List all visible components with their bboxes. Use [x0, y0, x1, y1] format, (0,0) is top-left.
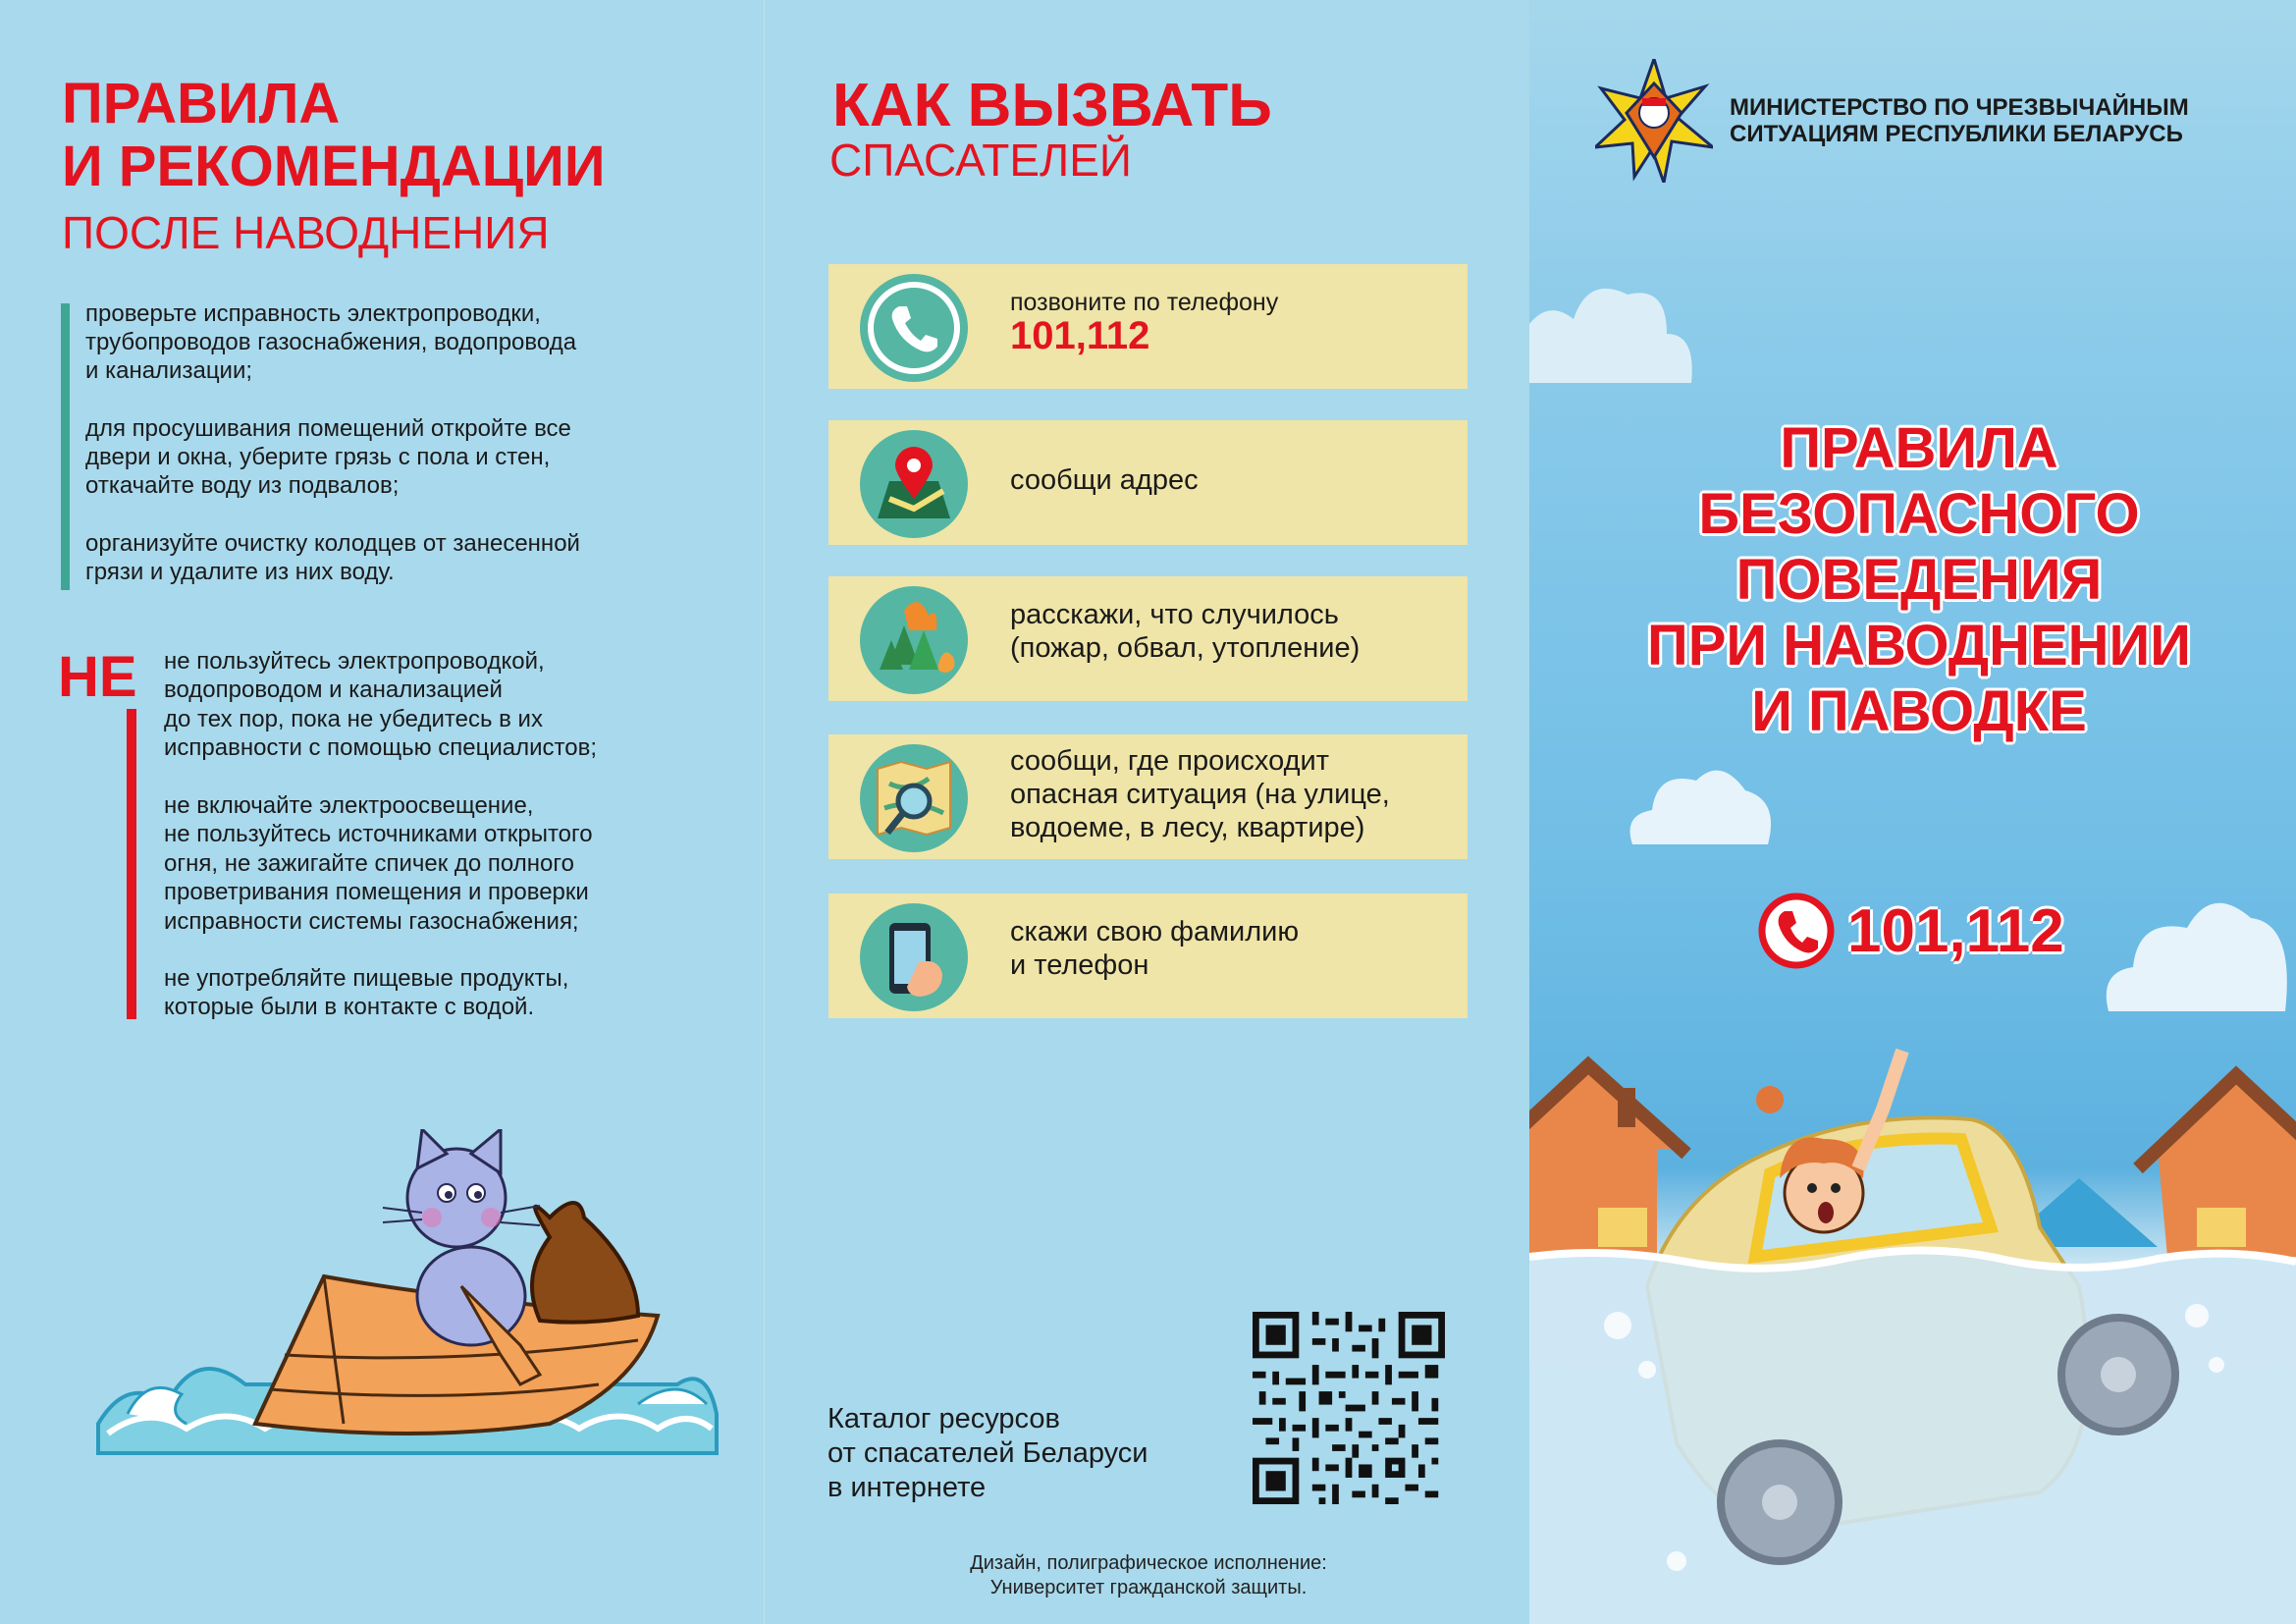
- emergency-number: 101,112: [1010, 314, 1150, 357]
- map-pin-icon: [860, 430, 968, 538]
- recommendation-item: проверьте исправность электропроводки, трубопроводов газоснабжения, водопровода и канализации;: [85, 300, 577, 384]
- cat-in-boat-illustration: [88, 1129, 726, 1483]
- prohibition-item: не употребляйте пищевые продукты, которые были в контакте с водой.: [164, 965, 569, 1021]
- rules-subtitle: ПОСЛЕ НАВОДНЕНИЯ: [62, 207, 550, 258]
- rules-title: ПРАВИЛА И РЕКОМЕНДАЦИИ: [62, 72, 606, 198]
- call-rescuers-subtitle: СПАСАТЕЛЕЙ: [829, 135, 1132, 186]
- step-card-address: [828, 420, 1468, 545]
- step-card-location: [828, 734, 1468, 859]
- phone-icon: [1757, 892, 1836, 970]
- credits-text: Дизайн, полиграфическое исполнение: Университет гражданской защиты.: [970, 1552, 1327, 1598]
- cloud-decoration: [1529, 265, 1706, 393]
- catalog-text: Каталог ресурсов от спасателей Беларуси в интернете: [828, 1403, 1148, 1503]
- call-rescuers-title: КАК ВЫЗВАТЬ: [832, 72, 1272, 139]
- emergency-ministry-emblem: [1595, 59, 1713, 183]
- location-step-text: сообщи, где происходит опасная ситуация (на улице, водоеме, в лесу, квартире): [1010, 745, 1390, 843]
- recommendation-item: организуйте очистку колодцев от занесенной грязи и удалите из них воду.: [85, 530, 580, 585]
- recommendation-item: для просушивания помещений откройте все двери и окна, уберите грязь с пола и стен, откачайте воду из подвалов;: [85, 415, 571, 499]
- brochure-title: ПРАВИЛА БЕЗОПАСНОГО ПОВЕДЕНИЯ ПРИ НАВОДНЕНИИ И ПАВОДКЕ: [1647, 416, 2191, 743]
- prohibition-item: не включайте электроосвещение, не пользуйтесь источниками открытого огня, не зажигайте спичек до полного проветривания помещения и проверки исправности системы газоснабжения;: [164, 792, 593, 935]
- ministry-name: МИНИСТЕРСТВО ПО ЧРЕЗВЫЧАЙНЫМ СИТУАЦИЯМ РЕСПУБЛИКИ БЕЛАРУСЬ: [1730, 94, 2189, 147]
- call-step-text: позвоните по телефону 101,112: [1010, 289, 1279, 357]
- step-card-incident: [828, 576, 1468, 701]
- emergency-phone: [1757, 892, 2064, 970]
- prohibition-item: не пользуйтесь электропроводкой, водопроводом и канализацией до тех пор, пока не убедитесь в их исправности с помощью специалистов;: [164, 648, 598, 762]
- step-card-call: [828, 264, 1468, 389]
- name-step-text: скажи свою фамилию и телефон: [1010, 916, 1300, 981]
- cloud-decoration: [1623, 746, 1780, 854]
- cloud-decoration: [2099, 864, 2295, 1021]
- forest-fire-icon: [860, 586, 968, 694]
- step-card-name: [828, 893, 1468, 1018]
- recommendations-bar: [61, 303, 70, 590]
- emergency-phone-number: 101,112: [1847, 896, 2064, 965]
- incident-step-text: расскажи, что случилось (пожар, обвал, утопление): [1010, 599, 1361, 664]
- address-step-text: сообщи адрес: [1010, 464, 1199, 496]
- prohibitions-bar: [127, 709, 136, 1019]
- map-search-icon: [860, 744, 968, 852]
- ne-label: НЕ: [58, 645, 137, 709]
- qr-code[interactable]: [1253, 1312, 1445, 1504]
- left-panel: [0, 0, 764, 1624]
- smartphone-icon: [860, 903, 968, 1011]
- phone-icon: [860, 274, 968, 382]
- flood-scene-illustration: [1529, 1031, 2296, 1624]
